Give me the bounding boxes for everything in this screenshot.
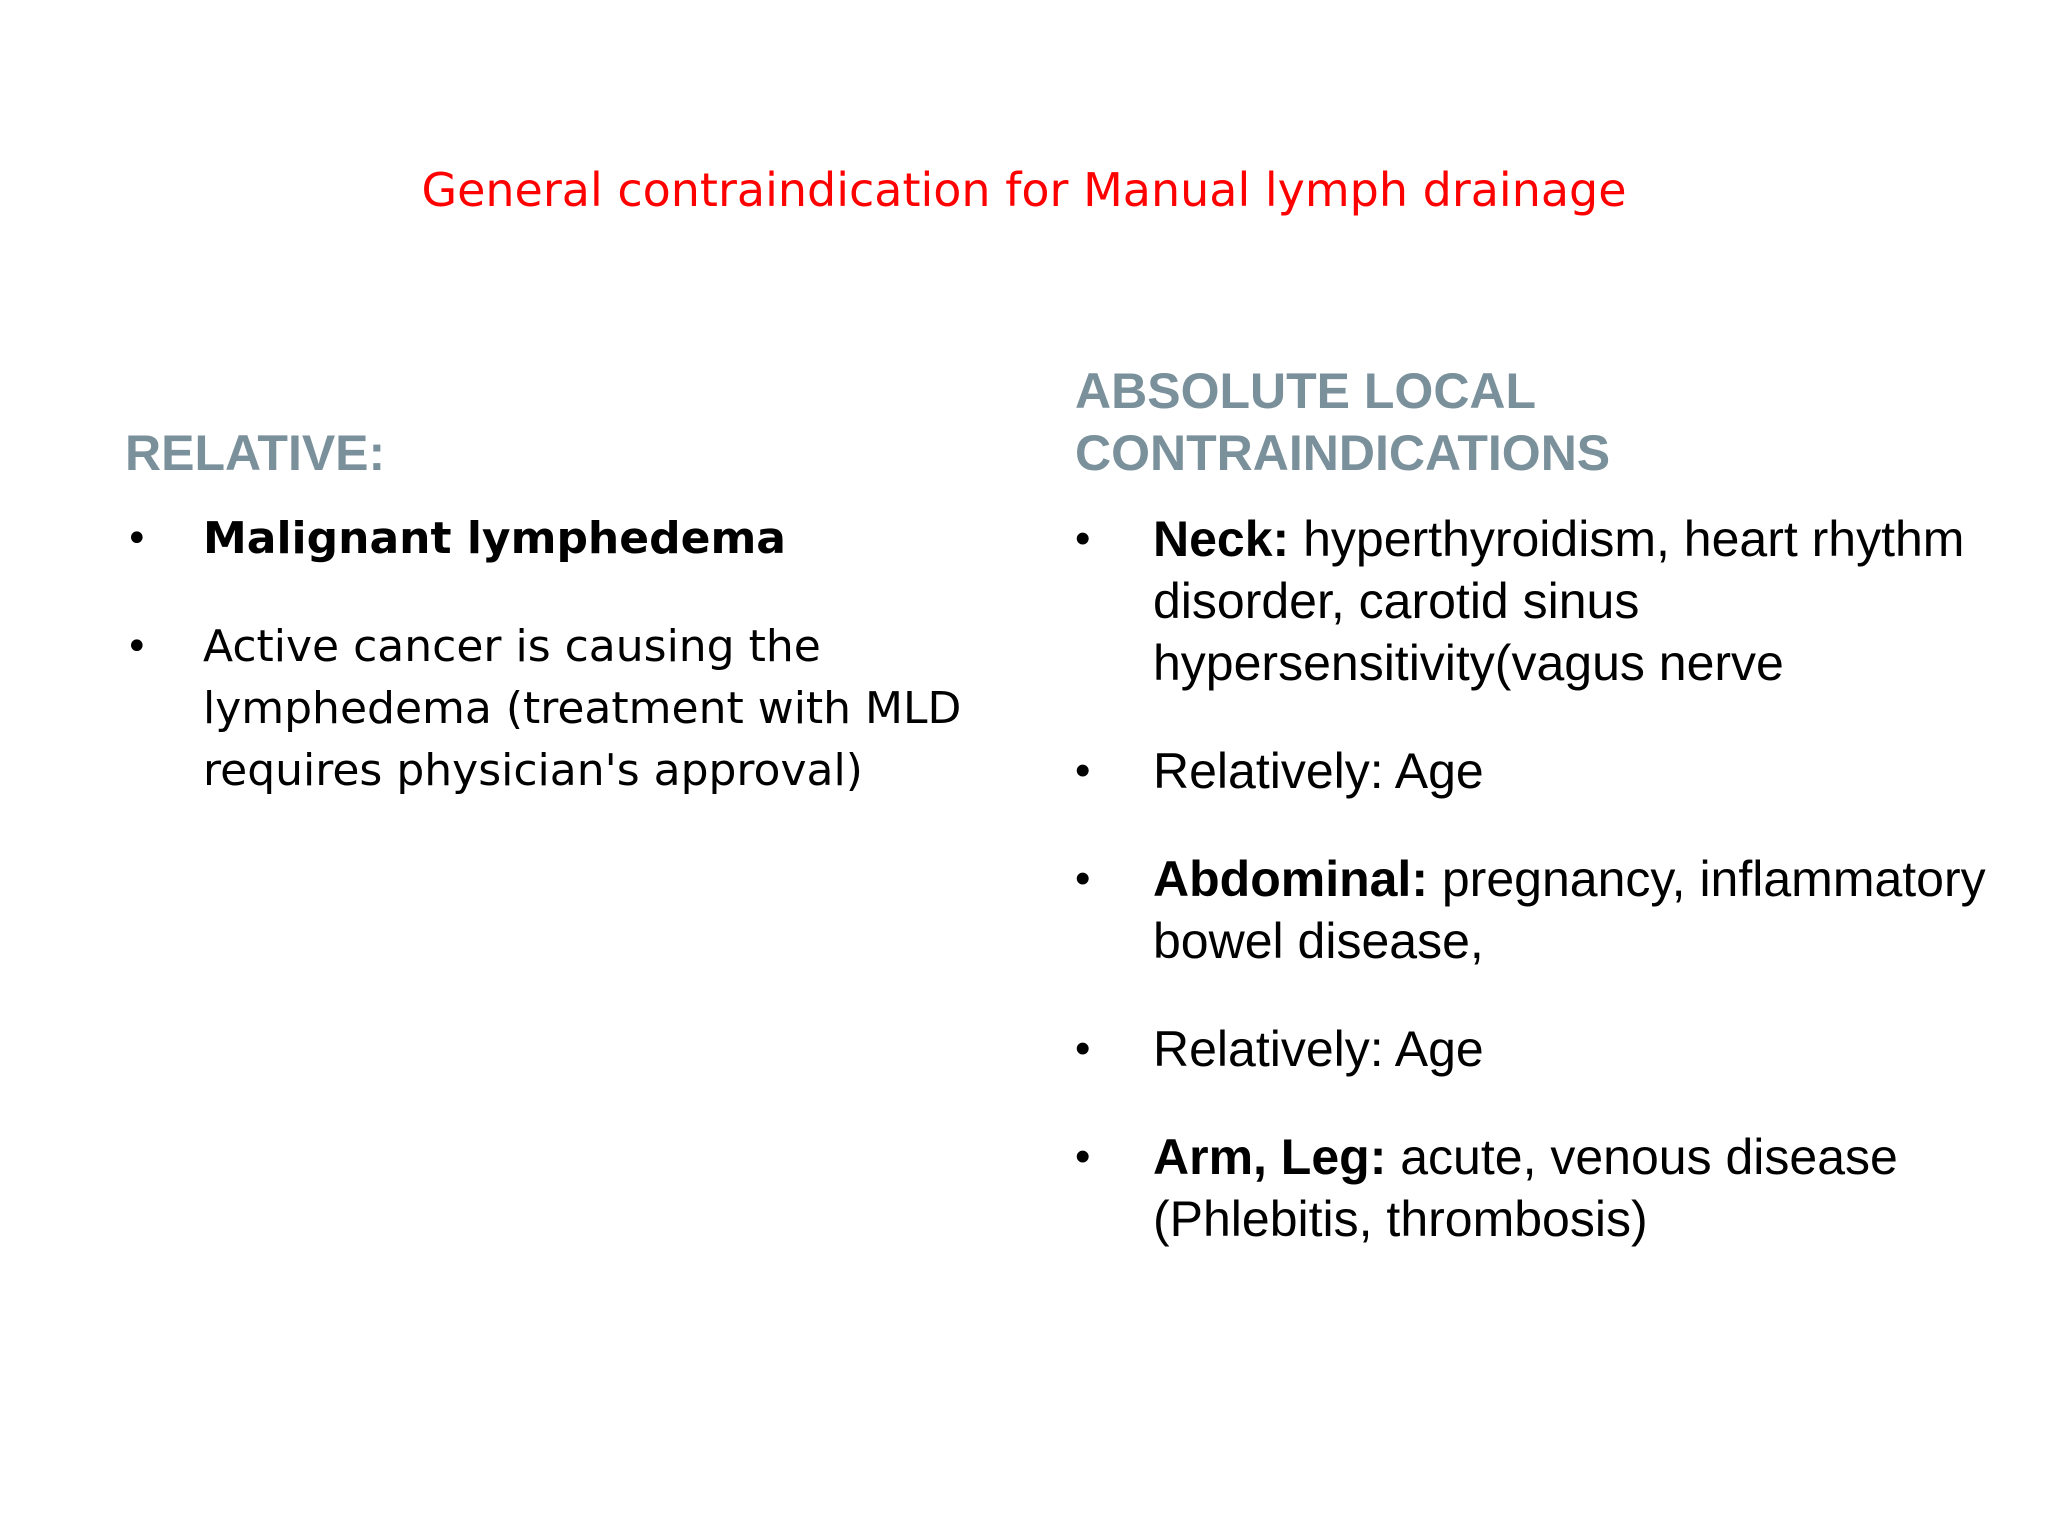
list-item-text: Relatively: Age bbox=[1153, 743, 1484, 799]
absolute-local-list bbox=[1075, 508, 2015, 1296]
absolute-local-heading: ABSOLUTE LOCAL CONTRAINDICATIONS bbox=[1075, 363, 1611, 481]
list-item bbox=[1075, 1126, 2015, 1250]
bullet-icon: • bbox=[1075, 1132, 1091, 1181]
bullet-icon: • bbox=[1075, 514, 1091, 563]
list-item-text: Relatively: Age bbox=[1153, 1021, 1484, 1077]
bullet-icon: • bbox=[125, 516, 149, 562]
list-item bbox=[1075, 508, 2015, 694]
bullet-icon: • bbox=[1075, 1024, 1091, 1073]
bullet-icon: • bbox=[1075, 746, 1091, 795]
list-item bbox=[125, 508, 1015, 570]
list-item bbox=[125, 616, 1015, 802]
relative-heading: RELATIVE: bbox=[125, 425, 386, 481]
list-item-label: Abdominal: bbox=[1153, 851, 1428, 907]
list-item bbox=[1075, 740, 2015, 802]
slide-title: General contraindication for Manual lymph drainage bbox=[421, 163, 1627, 217]
list-item-text: hyperthyroidism, heart rhythm disorder, carotid sinus hypersensitivity(vagus nerve bbox=[1153, 511, 1965, 691]
list-item-label: Neck: bbox=[1153, 511, 1290, 567]
list-item-text: Active cancer is causing the lymphedema (treatment with MLD requires physician's approval) bbox=[203, 621, 962, 796]
list-item-text: pregnancy, inflammatory bowel disease, bbox=[1153, 851, 1986, 969]
bullet-icon: • bbox=[125, 624, 149, 670]
list-item-text: acute, venous disease (Phlebitis, thrombosis) bbox=[1153, 1129, 1898, 1247]
list-item-label: Arm, Leg: bbox=[1153, 1129, 1387, 1185]
list-item bbox=[1075, 848, 2015, 972]
relative-list bbox=[125, 508, 1015, 848]
list-item bbox=[1075, 1018, 2015, 1080]
list-item-text: Malignant lymphedema bbox=[203, 513, 786, 564]
bullet-icon: • bbox=[1075, 854, 1091, 903]
